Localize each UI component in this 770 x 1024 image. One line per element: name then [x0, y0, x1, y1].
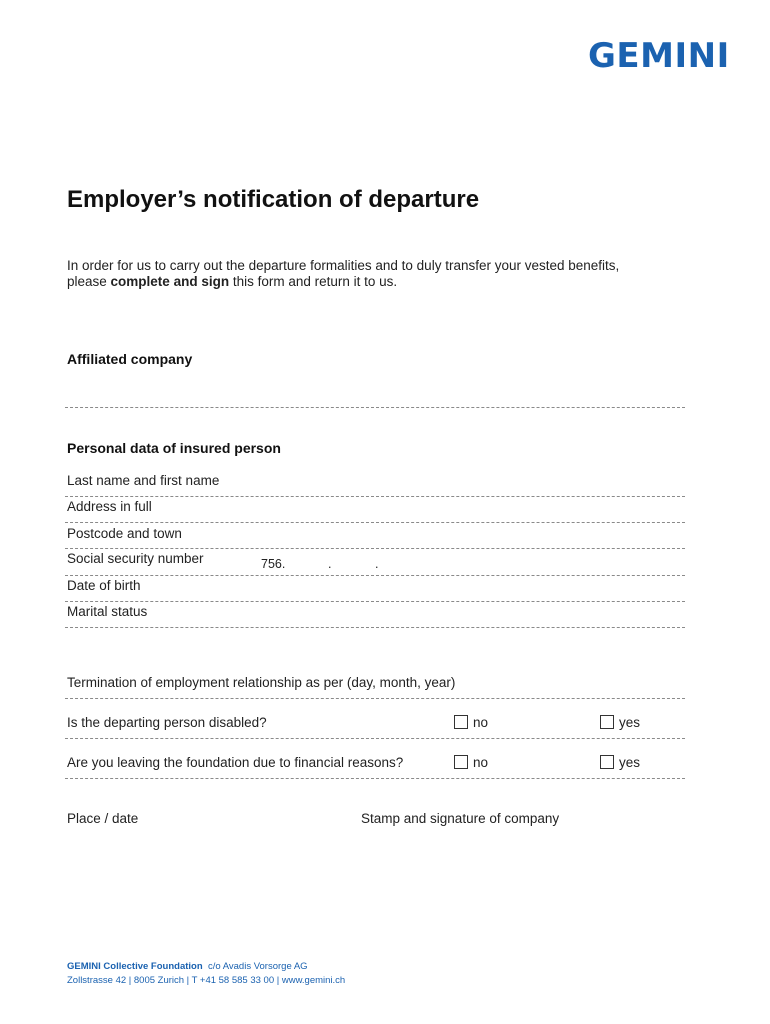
address-label: Address in full: [67, 499, 152, 514]
postcode-label: Postcode and town: [67, 526, 182, 541]
intro-prefix: please: [67, 274, 111, 289]
disabled-no-label: no: [473, 715, 489, 730]
footer-address: Zollstrasse 42 | 8005 Zurich | T +41 58 585 33 00 | www.gemini.ch: [67, 975, 346, 986]
affiliated-company-heading: Affiliated company: [67, 351, 193, 367]
ssn-separator-1: .: [328, 557, 332, 571]
intro-suffix: this form and return it to us.: [229, 274, 398, 289]
page-title: Employer’s notification of departure: [67, 186, 480, 213]
financial-yes-label: yes: [619, 755, 641, 770]
address-field[interactable]: [65, 522, 685, 523]
postcode-field[interactable]: [65, 548, 685, 549]
intro-line-2: [67, 274, 687, 290]
intro-bold: complete and sign: [110, 274, 230, 289]
financial-no-label: no: [473, 755, 489, 770]
financial-no-checkbox[interactable]: [454, 755, 468, 769]
ssn-label: Social security number: [67, 551, 204, 566]
dob-field[interactable]: [65, 601, 685, 602]
stamp-signature-label: Stamp and signature of company: [361, 811, 560, 826]
marital-status-label: Marital status: [67, 604, 148, 619]
name-label: Last name and first name: [67, 473, 220, 488]
ssn-separator-2: .: [375, 557, 379, 571]
intro-line-1: In order for us to carry out the departure formalities and to duly transfer your vested benefits,: [67, 258, 620, 273]
financial-reasons-question: Are you leaving the foundation due to financial reasons?: [67, 755, 404, 770]
ssn-field[interactable]: [65, 575, 685, 576]
place-date-label: Place / date: [67, 811, 139, 826]
termination-field[interactable]: [65, 698, 685, 699]
marital-status-field[interactable]: [65, 627, 685, 628]
personal-data-heading: Personal data of insured person: [67, 440, 281, 456]
termination-label: Termination of employment relationship as per (day, month, year): [67, 675, 456, 690]
ssn-prefix: 756.: [261, 557, 286, 571]
disabled-no-checkbox[interactable]: [454, 715, 468, 729]
gemini-logo: GEMINI: [588, 36, 730, 76]
affiliated-company-field[interactable]: [65, 407, 685, 408]
intro-text: [67, 258, 687, 290]
footer-org-name: GEMINI Collective Foundation: [67, 961, 203, 972]
divider: [65, 778, 685, 779]
name-field[interactable]: [65, 496, 685, 497]
disabled-question: Is the departing person disabled?: [67, 715, 267, 730]
divider: [65, 738, 685, 739]
disabled-yes-label: yes: [619, 715, 641, 730]
disabled-yes-checkbox[interactable]: [600, 715, 614, 729]
footer-organization: [67, 961, 308, 972]
financial-yes-checkbox[interactable]: [600, 755, 614, 769]
footer-co: c/o Avadis Vorsorge AG: [207, 961, 308, 972]
dob-label: Date of birth: [67, 578, 141, 593]
